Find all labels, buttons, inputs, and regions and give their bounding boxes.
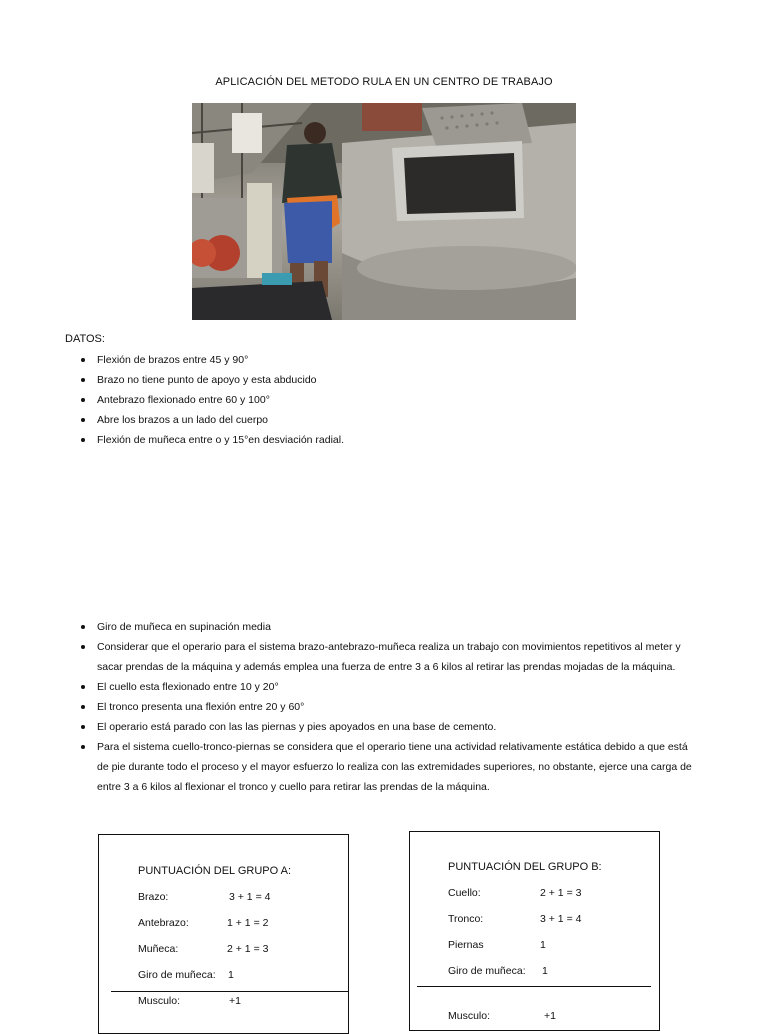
list-item: Brazo no tiene punto de apoyo y esta abducido — [80, 370, 720, 390]
separator — [417, 986, 651, 987]
row-value: 1 + 1 = 2 — [227, 917, 269, 929]
separator — [111, 991, 349, 992]
list-item: Para el sistema cuello-tronco-piernas se considera que el operario tiene una actividad relativamente estática debido a que está de pie durante todo el proceso y el mayor esfuerzo lo realiza con las extremidades superiores, no obstante, ejerce una carga de entre 3 a 6 kilos al flexionar el tronco y cuello para retirar las prendas de la máquina. — [80, 737, 700, 797]
list-item: Giro de muñeca en supinación media — [80, 617, 700, 637]
group-b-heading: PUNTUACIÓN DEL GRUPO B: — [448, 861, 602, 873]
row-label: Antebrazo: — [138, 917, 189, 929]
row-value: 1 — [540, 939, 546, 951]
list-item: El tronco presenta una flexión entre 20 y 60° — [80, 697, 700, 717]
row-label: Cuello: — [448, 887, 481, 899]
row-value: 3 + 1 = 4 — [540, 913, 582, 925]
document-title: APLICACIÓN DEL METODO RULA EN UN CENTRO DE TRABAJO — [215, 76, 553, 88]
list-item: Abre los brazos a un lado del cuerpo — [80, 410, 720, 430]
list-item: Flexión de brazos entre 45 y 90° — [80, 350, 720, 370]
group-a-score-box — [98, 834, 349, 1034]
row-label: Brazo: — [138, 891, 169, 903]
group-a-heading: PUNTUACIÓN DEL GRUPO A: — [138, 865, 292, 877]
row-label: Musculo: — [448, 1010, 491, 1022]
row-value: 1 — [228, 969, 234, 981]
list-item: El operario está parado con las las piernas y pies apoyados en una base de cemento. — [80, 717, 700, 737]
list-item: Considerar que el operario para el sistema brazo-antebrazo-muñeca realiza un trabajo con movimientos repetitivos al meter y sacar prendas de la máquina y además emplea una fuerza de entre 3 a 6 kilos al retirar las prendas mojadas de la máquina. — [80, 637, 700, 677]
row-value: +1 — [544, 1010, 556, 1022]
list-item: El cuello esta flexionado entre 10 y 20° — [80, 677, 700, 697]
row-label: Giro de muñeca: — [138, 969, 216, 981]
row-value: 2 + 1 = 3 — [227, 943, 269, 955]
row-label: Musculo: — [138, 995, 181, 1007]
data-list-primary — [80, 350, 720, 450]
list-item: Antebrazo flexionado entre 60 y 100° — [80, 390, 720, 410]
row-value: 3 + 1 = 4 — [229, 891, 271, 903]
row-label: Tronco: — [448, 913, 484, 925]
datos-heading: DATOS: — [65, 333, 105, 345]
row-value: 1 — [542, 965, 548, 977]
workplace-photo — [192, 103, 576, 320]
data-list-secondary — [80, 617, 700, 797]
laundry-machine-illustration — [192, 103, 576, 320]
row-value: +1 — [229, 995, 241, 1007]
row-label: Piernas — [448, 939, 484, 951]
row-label: Giro de muñeca: — [448, 965, 526, 977]
row-label: Muñeca: — [138, 943, 179, 955]
group-b-score-box — [409, 831, 660, 1031]
row-value: 2 + 1 = 3 — [540, 887, 582, 899]
list-item: Flexión de muñeca entre o y 15°en desviación radial. — [80, 430, 720, 450]
